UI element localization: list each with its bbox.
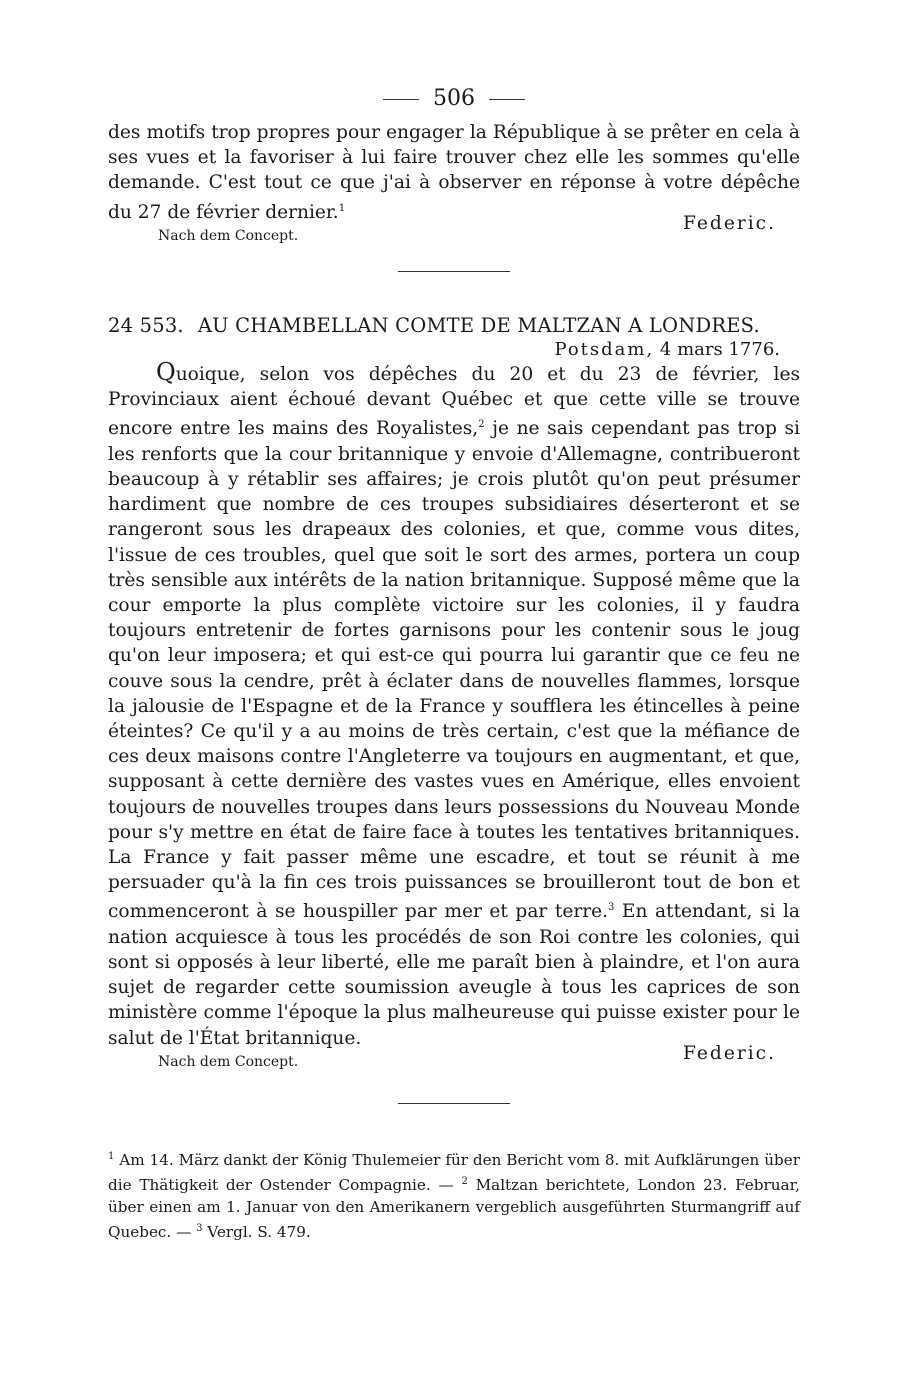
letter-heading [108, 314, 800, 337]
document-page [108, 82, 800, 1243]
letter-source-note: Nach dem Concept. [158, 1053, 299, 1070]
footnote-text-1: Am 14. März dankt der König Thulemeier für den Bericht vom 8. mit Aufklärungen über die Thätigkeit der Ostender Compagnie. — [108, 1150, 800, 1194]
letter-closing [108, 1042, 800, 1073]
continuation-paragraph [108, 120, 800, 225]
continuation-text: des motifs trop propres pour engager la République à se prêter en cela à ses vues et la favoriser à lui faire trouver chez elle les sommes qu'elle demande. C'est tout ce que j'ai à observer en réponse à votre dépêche du 27 de février dernier. [108, 122, 800, 223]
signature: Federic. [683, 213, 776, 234]
footnote-ref-3: 3 [608, 902, 615, 914]
footnote-mark-3: 3 [196, 1222, 203, 1234]
header-dash-left [383, 99, 419, 100]
letter-body [108, 360, 800, 1051]
place-date-line [108, 339, 780, 360]
section-divider [398, 271, 510, 272]
footnote-ref-2: 2 [478, 419, 485, 431]
footnotes [108, 1146, 800, 1243]
page-number: 506 [433, 86, 475, 111]
initial-letter: Q [156, 358, 176, 386]
source-note: Nach dem Concept. [158, 228, 299, 244]
letter-place: Potsdam, [554, 339, 655, 360]
footnote-ref-1: 1 [338, 202, 346, 214]
letter-body-part1: uoique, selon vos dépêches du 20 et du 23 de février, les Provinciaux aient échoué devant Québec et que cette ville se trouve encore entre les mains des Royalistes, [108, 364, 800, 440]
letter-signature: Federic. [683, 1042, 776, 1064]
letter-title: AU CHAMBELLAN COMTE DE MALTZAN A LONDRES. [197, 314, 760, 337]
letter-body-part2: je ne sais cependant pas trop si les renforts que la cour britannique y envoie d'Allemagne, contribueront beaucoup à y rétablir ses affaires; je crois plutôt qu'on peut présumer hardiment que nombre de ces troupes subsidiaires déserteront et se rangeront sous les drapeaux des colonies, et que, comme vous dites, l'issue de ces troubles, quel que soit le sort des armes, portera un coup très sensible aux intérêts de la nation britannique. Supposé même que la cour emporte la plus complète victoire sur les colonies, il y faudra toujours entretenir de fortes garnisons pour les contenir sous le joug qu'on leur imposera; et qui est-ce qui pourra lui garantir que ce feu ne couve sous la cendre, prêt à éclater dans de nouvelles flammes, lorsque la jalousie de l'Espagne et de la France y soufflera les étincelles à peine éteintes? Ce qu'il y a au moins de très certain, c'est que la méfiance de ces deux maisons contre l'Angleterre va toujours en augmentant, et que, supposant à cette dernière des vastes vues en Amérique, elles envoient toujours de nouvelles troupes dans leurs possessions du Nouveau Monde pour s'y mettre en état de faire face à toutes les tentatives britanniques. La France y fait passer même une escadre, et tout se réunit à me persuader qu'à la fin ces trois puissances se brouilleront tout de bon et commenceront à se houspiller par mer et par terre. [108, 418, 800, 923]
page-header [108, 82, 800, 116]
header-dash-right [489, 99, 525, 100]
footnote-divider [398, 1103, 510, 1104]
continuation-closing [108, 213, 800, 249]
footnote-mark-1: 1 [108, 1150, 115, 1162]
letter-body-part3: En attendant, si la nation acquiesce à tous les procédés de son Roi contre les colonies, qui sont si opposés à leur liberté, elle me paraît bien à plaindre, et l'on aura sujet de regarder cette soumission aveugle à tous les caprices de son ministère comme l'époque la plus malheureuse qui puisse exister pour le salut de l'État britannique. [108, 901, 800, 1049]
letter-date: 4 mars 1776. [659, 339, 780, 360]
footnote-mark-2: 2 [461, 1175, 468, 1187]
footnote-text-2: Maltzan berichtete, London 23. Februar, über einen am 1. Januar von den Amerikanern vergeblich ausgeführten Sturmangriff auf Quebec. — [108, 1175, 800, 1242]
footnote-text-3: Vergl. S. 479. [202, 1223, 311, 1242]
letter-number: 24 553. [108, 314, 184, 337]
